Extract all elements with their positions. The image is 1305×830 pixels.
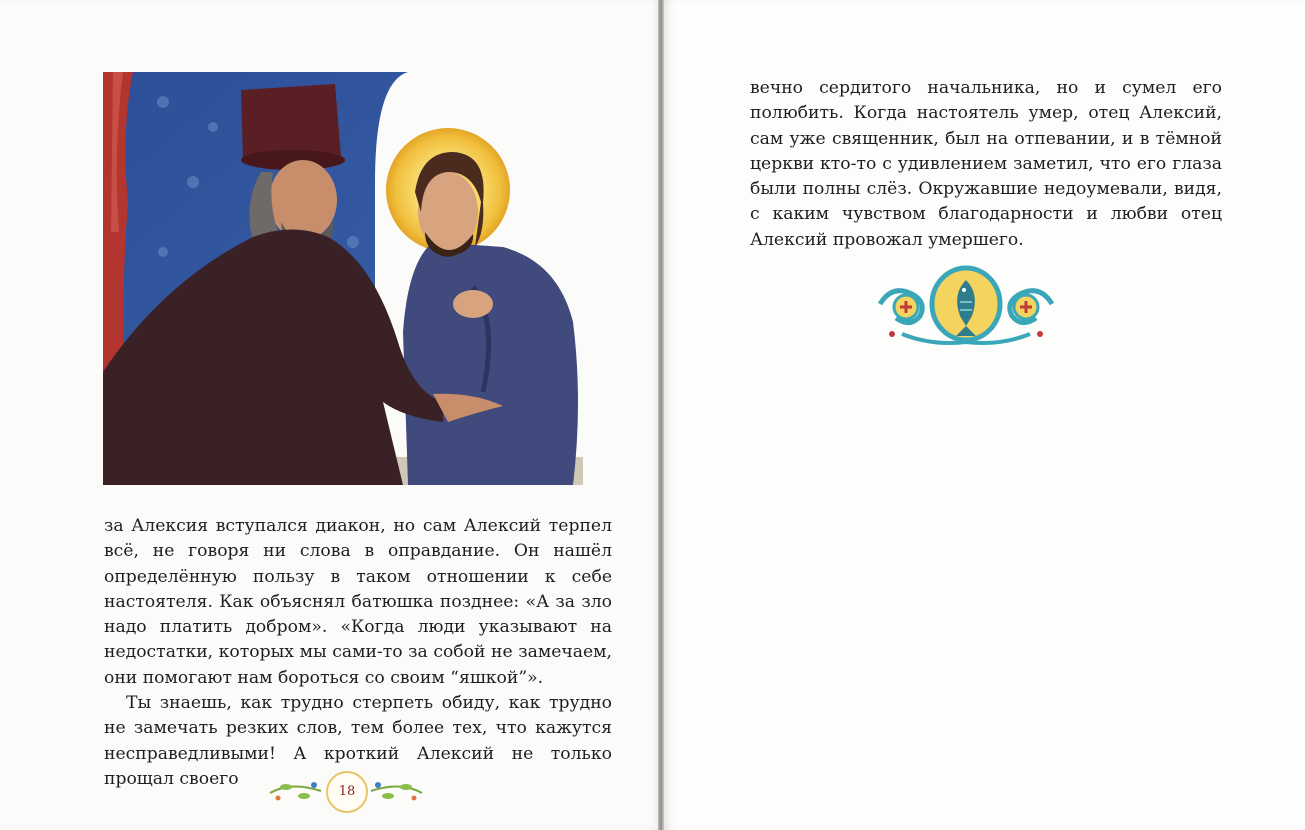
illustration-priest-and-saint bbox=[103, 72, 583, 485]
fish-ornament-icon bbox=[872, 264, 1060, 354]
paragraph-3: вечно сердитого начальника, но и сумел его полюбить. Когда настоятель умер, отец Алексий, сам уже священник, был на отпевании, и в тёмной церкви кто-то с удивлением заметил, что его глаза были полны слёз. Окружавшие недоумевали, видя, с каким чувством благодарности и любви отец Алексий провожал умершего. bbox=[750, 78, 1222, 250]
paragraph-2: Ты знаешь, как трудно стерпеть обиду, как трудно не замечать резких слов, тем более тех, что кажутся несправедливыми! А кроткий Алексий не только прощал своего bbox=[104, 693, 612, 789]
illustration-image bbox=[103, 72, 583, 485]
right-page bbox=[664, 0, 1305, 830]
left-page-text bbox=[104, 514, 612, 792]
right-page-text bbox=[750, 76, 1222, 253]
paragraph-1: за Алексия вступался диакон, но сам Алексий терпел всё, не говоря ни слова в оправдание. Он нашёл определённую пользу в таком отношении к себе настоятеля. Как объяснял батюшка позднее: «А за зло надо платить добром». «Когда люди указывают на недостатки, которых мы сами-то за собой не замечаем, они помогают нам бороться со своим “яшкой”». bbox=[104, 516, 612, 688]
page-folio bbox=[266, 771, 426, 811]
page-number: 18 bbox=[326, 771, 368, 813]
